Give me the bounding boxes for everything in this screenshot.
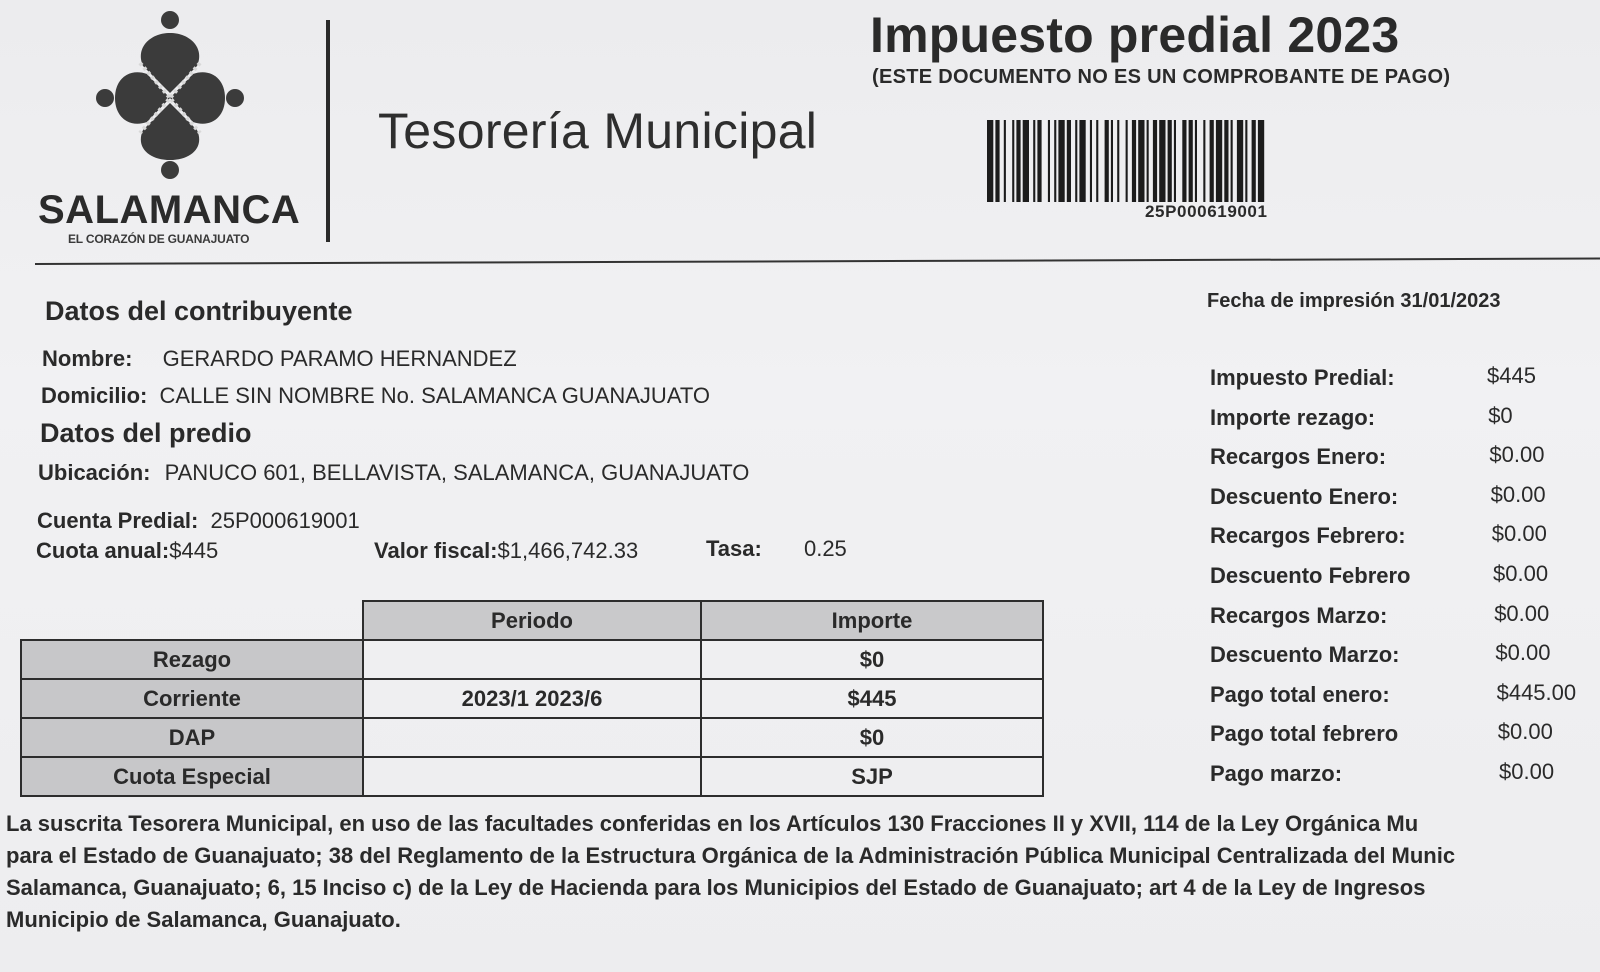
location-value: PANUCO 601, BELLAVISTA, SALAMANCA, GUANAJUATO xyxy=(164,460,750,485)
row-period xyxy=(363,718,701,757)
row-concept: DAP xyxy=(21,718,363,757)
address-value: CALLE SIN NOMBRE No. SALAMANCA GUANAJUATO xyxy=(159,383,711,408)
row-amount: $0 xyxy=(701,640,1043,679)
account-label: Cuenta Predial: xyxy=(37,508,199,533)
summary-label: Descuento Febrero xyxy=(1210,563,1411,588)
summary-value: $0.00 xyxy=(1490,481,1546,507)
row-amount: SJP xyxy=(701,757,1043,796)
annual-fee-row xyxy=(36,538,218,564)
taxpayer-heading: Datos del contribuyente xyxy=(45,296,353,326)
summary-label: Recargos Febrero: xyxy=(1210,523,1406,549)
fiscal-value-row xyxy=(374,538,638,564)
header-rule xyxy=(35,258,1600,265)
rate-label: Tasa: xyxy=(706,536,762,561)
summary-value: $445 xyxy=(1487,363,1536,388)
location-row xyxy=(38,460,749,486)
summary-value: $445.00 xyxy=(1496,679,1577,705)
legal-line: Municipio de Salamanca, Guanajuato. xyxy=(6,907,401,932)
account-value: 25P000619001 xyxy=(210,508,360,533)
table-row xyxy=(21,757,1043,796)
period-table xyxy=(20,600,1044,797)
brand-name: SALAMANCA xyxy=(38,188,301,232)
name-value: GERARDO PARAMO HERNANDEZ xyxy=(162,346,517,371)
summary-label: Importe rezago: xyxy=(1210,404,1376,430)
legal-paragraph xyxy=(6,808,1600,936)
summary-value: $0.00 xyxy=(1491,521,1547,547)
name-row xyxy=(42,346,517,372)
row-period: 2023/1 2023/6 xyxy=(363,679,701,718)
table-row xyxy=(21,679,1043,718)
row-amount: $445 xyxy=(701,679,1043,718)
annual-fee-label: Cuota anual: xyxy=(36,538,170,563)
brand-tagline: EL CORAZÓN DE GUANAJUATO xyxy=(68,232,250,246)
column-header-amount: Importe xyxy=(701,601,1043,640)
rate-row xyxy=(706,536,847,562)
barcode-number: 25P000619001 xyxy=(1145,202,1268,221)
summary-value: $0.00 xyxy=(1499,759,1555,784)
address-row xyxy=(41,383,710,409)
barcode-icon xyxy=(987,120,1444,202)
row-period xyxy=(363,640,701,679)
table-header-row xyxy=(21,601,1043,640)
summary-value: $0.00 xyxy=(1489,442,1545,468)
summary-label: Impuesto Predial: xyxy=(1210,365,1395,390)
row-amount: $0 xyxy=(701,718,1043,757)
legal-line: Salamanca, Guanajuato; 6, 15 Inciso c) de la Ley de Hacienda para los Municipios del Estado de Guanajuato; art 4 de la Ley de Ingresos xyxy=(6,875,1426,900)
account-row xyxy=(37,508,360,534)
summary-value: $0.00 xyxy=(1497,719,1553,745)
legal-line: La suscrita Tesorera Municipal, en uso de las facultades conferidas en los Artículos 130 Fracciones II y XVII, 114 de la Ley Orgánica Mu xyxy=(6,811,1419,836)
address-label: Domicilio: xyxy=(41,383,148,408)
annual-fee-value: $445 xyxy=(169,538,219,563)
header-divider xyxy=(326,20,330,242)
row-period xyxy=(363,757,701,796)
fiscal-value-label: Valor fiscal: xyxy=(374,538,498,563)
summary-label: Recargos Marzo: xyxy=(1210,602,1388,628)
row-concept: Rezago xyxy=(21,640,363,679)
table-row xyxy=(21,718,1043,757)
property-heading: Datos del predio xyxy=(40,418,252,448)
summary-label: Pago total enero: xyxy=(1210,681,1390,707)
print-date: Fecha de impresión 31/01/2023 xyxy=(1207,290,1501,312)
row-concept: Corriente xyxy=(21,679,363,718)
legal-line: para el Estado de Guanajuato; 38 del Reglamento de la Estructura Orgánica de la Administración Pública Municipal Centralizada del Munic xyxy=(6,843,1456,868)
summary-value: $0.00 xyxy=(1493,561,1549,586)
document-subtitle: (ESTE DOCUMENTO NO ES UN COMPROBANTE DE PAGO) xyxy=(872,66,1451,88)
office-title: Tesorería Municipal xyxy=(378,103,818,159)
summary-label: Pago total febrero xyxy=(1210,721,1399,747)
summary-label: Descuento Marzo: xyxy=(1210,642,1400,668)
fiscal-value-value: $1,466,742.33 xyxy=(497,538,639,563)
row-concept: Cuota Especial xyxy=(21,757,363,796)
name-label: Nombre: xyxy=(42,346,133,371)
location-label: Ubicación: xyxy=(38,460,151,485)
summary-value: $0 xyxy=(1488,402,1513,428)
column-header-period: Periodo xyxy=(363,601,701,640)
summary-label: Recargos Enero: xyxy=(1210,444,1387,470)
summary-value: $0.00 xyxy=(1495,640,1551,666)
summary-label: Descuento Enero: xyxy=(1210,483,1399,509)
summary-label: Pago marzo: xyxy=(1210,761,1343,786)
document-title: Impuesto predial 2023 xyxy=(870,7,1400,63)
rate-value: 0.25 xyxy=(803,536,847,561)
summary-value: $0.00 xyxy=(1494,600,1550,626)
table-row xyxy=(21,640,1043,679)
salamanca-logo-icon xyxy=(95,8,245,183)
